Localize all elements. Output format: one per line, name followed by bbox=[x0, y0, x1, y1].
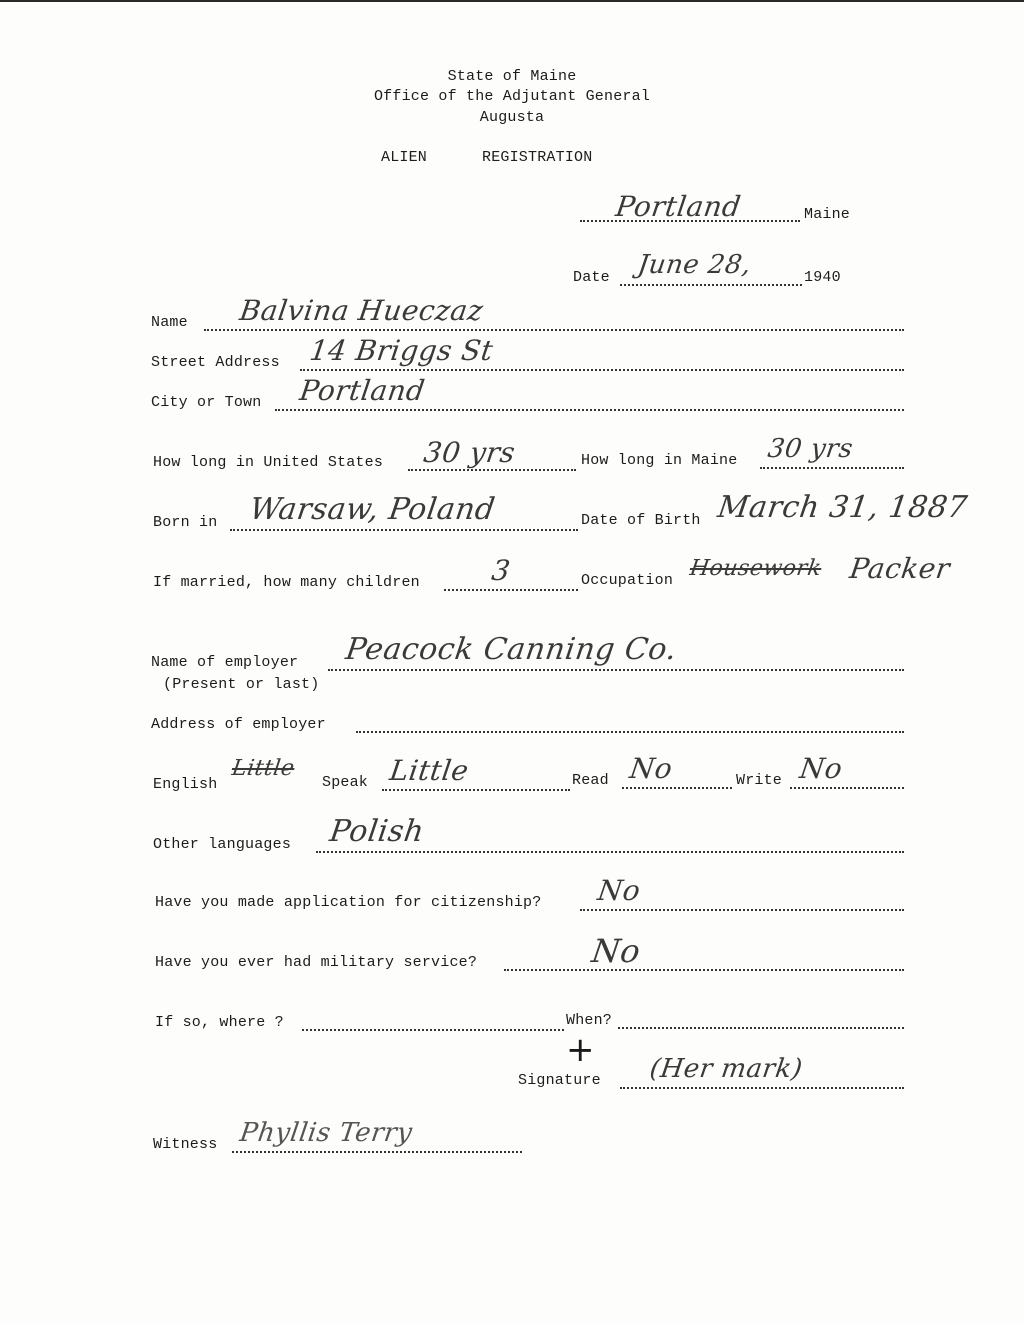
dob-value: March 31, 1887 bbox=[715, 490, 970, 525]
english-struck: Little bbox=[230, 756, 297, 781]
name-label: Name bbox=[151, 314, 188, 331]
us-years-label: How long in United States bbox=[153, 454, 384, 471]
maine-years-dots bbox=[760, 465, 904, 469]
city-label: City or Town bbox=[151, 394, 262, 411]
military-label: Have you ever had military service? bbox=[155, 954, 478, 971]
signature-mark: + bbox=[566, 1030, 595, 1070]
date-dots bbox=[620, 282, 802, 286]
street-value: 14 Briggs St bbox=[307, 334, 496, 367]
scan-edge bbox=[0, 0, 1024, 2]
military-value: No bbox=[589, 932, 643, 970]
other-languages-value: Polish bbox=[327, 814, 427, 849]
citizenship-label: Have you made application for citizenship? bbox=[155, 894, 542, 911]
read-label: Read bbox=[572, 772, 609, 789]
citizenship-dots bbox=[580, 907, 904, 911]
when-dots bbox=[618, 1025, 904, 1029]
speak-label: Speak bbox=[322, 774, 369, 791]
employer-address-label: Address of employer bbox=[151, 716, 326, 733]
born-label: Born in bbox=[153, 514, 218, 531]
name-value: Balvina Hueczaz bbox=[237, 294, 486, 327]
military-dots bbox=[504, 967, 904, 971]
city-value: Portland bbox=[297, 374, 428, 407]
street-dots bbox=[300, 367, 904, 371]
city-dots bbox=[275, 407, 904, 411]
witness-label: Witness bbox=[153, 1136, 218, 1153]
where-label: If so, where ? bbox=[155, 1014, 284, 1031]
maine-years-label: How long in Maine bbox=[581, 452, 738, 469]
date-year: 1940 bbox=[804, 269, 841, 286]
title-registration: REGISTRATION bbox=[482, 149, 593, 166]
us-years-value: 30 yrs bbox=[421, 436, 518, 469]
write-value: No bbox=[797, 752, 845, 785]
speak-value: Little bbox=[387, 754, 471, 787]
header-city: Augusta bbox=[479, 109, 545, 126]
employer-label: Name of employer bbox=[151, 654, 299, 671]
employer-value: Peacock Canning Co. bbox=[343, 632, 679, 667]
maine-years-value: 30 yrs bbox=[765, 434, 855, 464]
header-state: State of Maine bbox=[447, 68, 577, 85]
dob-label: Date of Birth bbox=[581, 512, 701, 529]
title-alien: ALIEN bbox=[381, 149, 428, 166]
witness-dots bbox=[232, 1149, 522, 1153]
write-label: Write bbox=[736, 772, 783, 789]
citizenship-value: No bbox=[595, 874, 643, 907]
other-languages-dots bbox=[316, 849, 904, 853]
other-languages-label: Other languages bbox=[153, 836, 292, 853]
write-dots bbox=[790, 785, 904, 789]
witness-value: Phyllis Terry bbox=[237, 1118, 415, 1148]
born-value: Warsaw, Poland bbox=[247, 492, 498, 527]
where-dots bbox=[302, 1027, 564, 1031]
signature-label: Signature bbox=[518, 1072, 601, 1089]
header-office: Office of the Adjutant General bbox=[373, 88, 651, 105]
read-dots bbox=[622, 785, 732, 789]
occupation-struck: Housework bbox=[688, 556, 824, 581]
employer-sublabel: (Present or last) bbox=[163, 676, 320, 693]
signature-value: (Her mark) bbox=[647, 1054, 805, 1084]
place-suffix: Maine bbox=[804, 206, 851, 223]
signature-dots bbox=[620, 1085, 904, 1089]
name-dots bbox=[204, 327, 904, 331]
born-dots bbox=[230, 527, 578, 531]
occupation-label: Occupation bbox=[581, 572, 674, 589]
date-label: Date bbox=[573, 269, 610, 286]
employer-address-dots bbox=[356, 729, 904, 733]
employer-dots bbox=[328, 667, 904, 671]
when-label: When? bbox=[566, 1012, 613, 1029]
speak-dots bbox=[382, 787, 570, 791]
children-value: 3 bbox=[489, 554, 513, 587]
place-value: Portland bbox=[613, 190, 744, 223]
read-value: No bbox=[627, 752, 675, 785]
english-label: English bbox=[153, 776, 218, 793]
date-value: June 28, bbox=[635, 250, 754, 280]
children-label: If married, how many children bbox=[153, 574, 420, 591]
children-dots bbox=[444, 587, 578, 591]
occupation-value: Packer bbox=[847, 552, 953, 585]
street-label: Street Address bbox=[151, 354, 280, 371]
